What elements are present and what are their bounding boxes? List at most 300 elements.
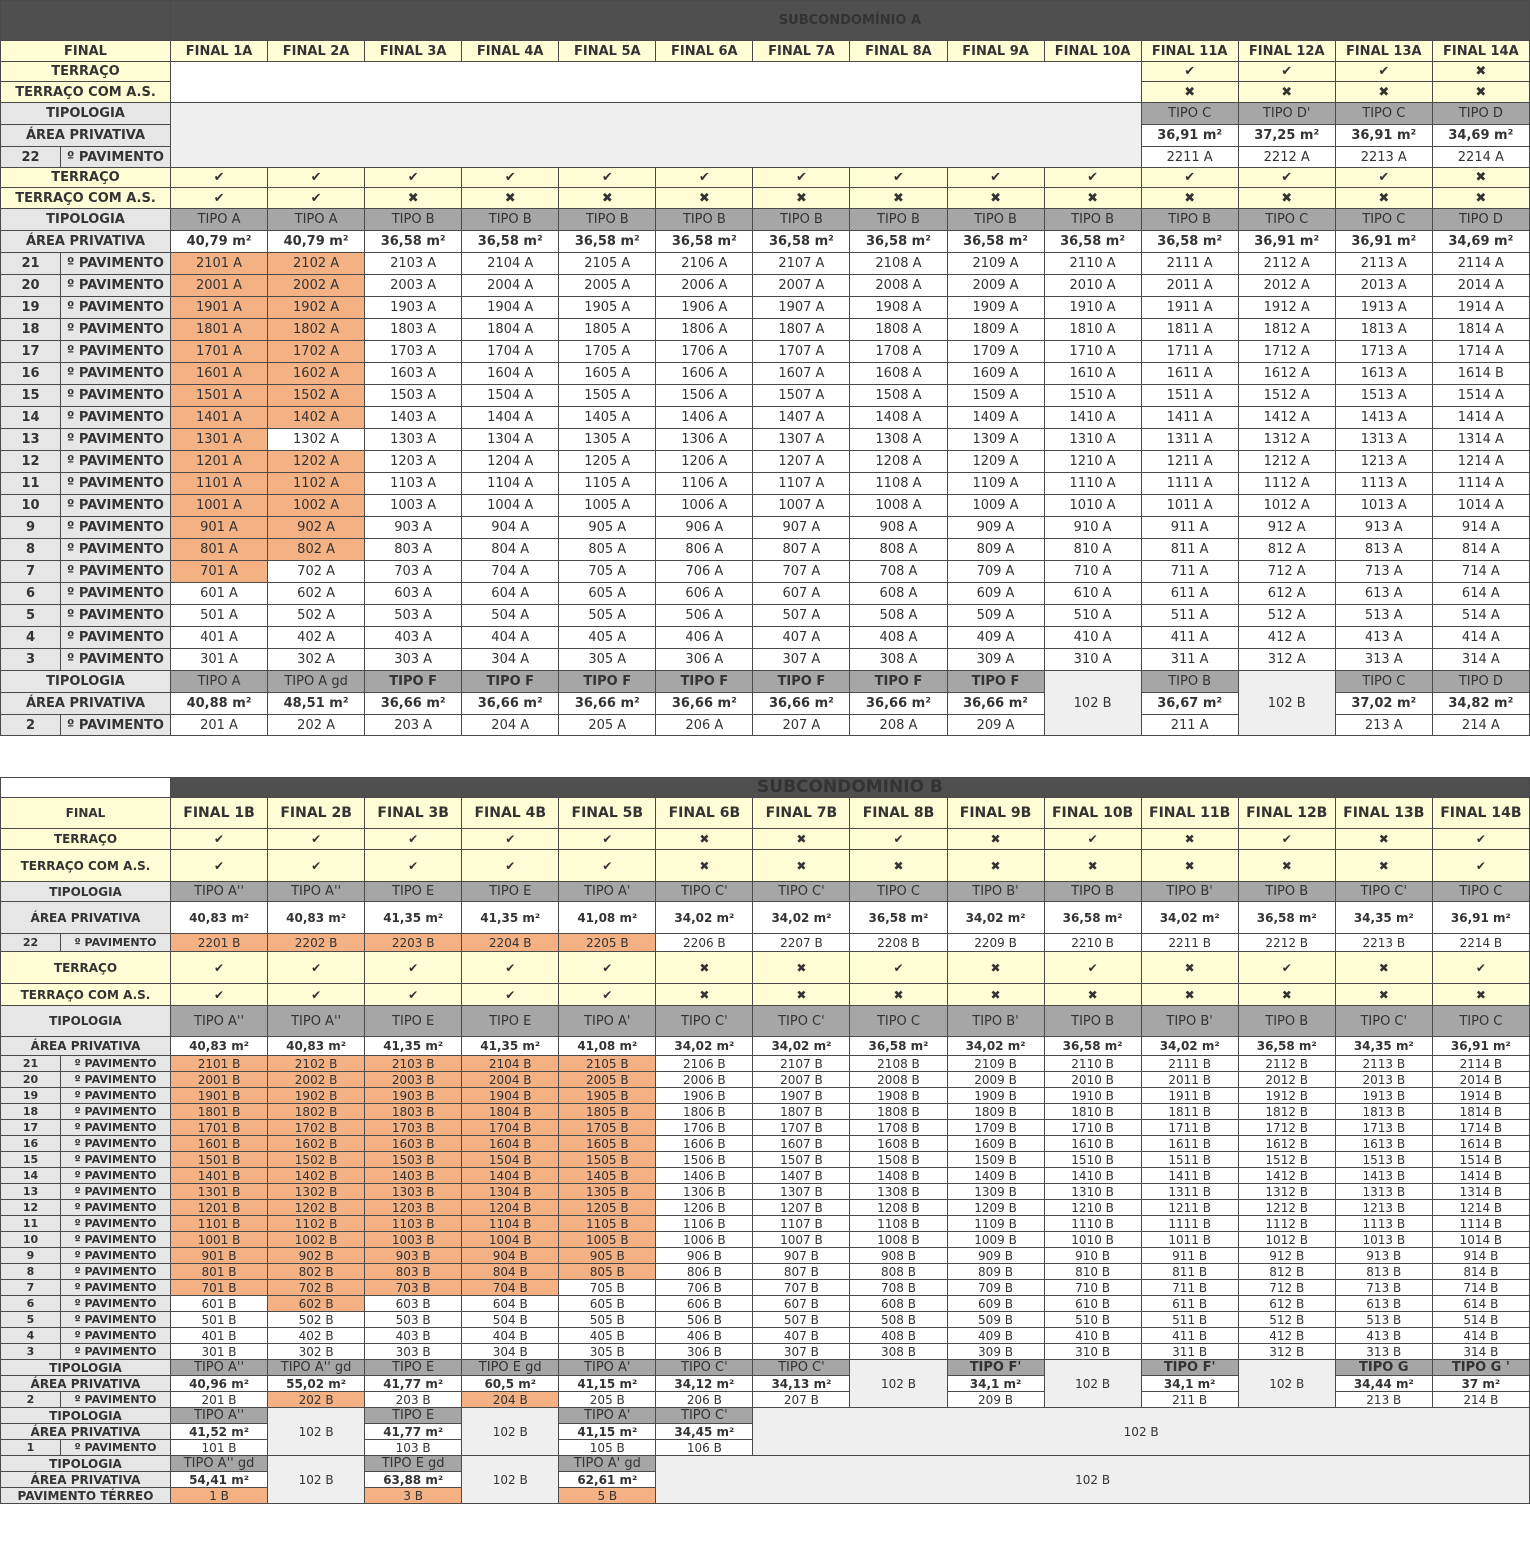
unit-cell[interactable]: 1414 B <box>1432 1168 1529 1184</box>
unit-cell[interactable]: 1614 B <box>1432 1136 1529 1152</box>
unit-cell[interactable]: 2107 B <box>753 1056 850 1072</box>
unit-cell[interactable]: 1114 B <box>1432 1216 1529 1232</box>
unit-cell[interactable]: 1903 B <box>365 1088 462 1104</box>
unit-cell[interactable]: 201 A <box>171 715 268 736</box>
unit-cell[interactable]: 1202 B <box>268 1200 365 1216</box>
unit-cell[interactable]: 1009 A <box>947 495 1044 517</box>
unit-cell[interactable]: 914 A <box>1432 517 1529 539</box>
unit-cell[interactable]: 2106 B <box>656 1056 753 1072</box>
unit-cell[interactable]: 204 B <box>462 1392 559 1408</box>
unit-cell[interactable]: 1503 A <box>365 385 462 407</box>
unit-cell[interactable]: 407 B <box>753 1328 850 1344</box>
unit-cell[interactable]: 2204 B <box>462 934 559 952</box>
unit-cell[interactable]: 1612 A <box>1238 363 1335 385</box>
unit-cell[interactable]: 1009 B <box>947 1232 1044 1248</box>
unit-cell[interactable]: 301 B <box>171 1344 268 1360</box>
unit-cell[interactable]: 1803 A <box>365 319 462 341</box>
unit-cell[interactable]: 1504 A <box>462 385 559 407</box>
unit-cell[interactable]: 1611 A <box>1141 363 1238 385</box>
unit-cell[interactable]: 213 B <box>1335 1392 1432 1408</box>
unit-cell[interactable]: 1109 A <box>947 473 1044 495</box>
unit-cell[interactable]: 501 B <box>171 1312 268 1328</box>
unit-cell[interactable]: 2014 B <box>1432 1072 1529 1088</box>
unit-cell[interactable]: 314 A <box>1432 649 1529 671</box>
unit-cell[interactable]: 710 B <box>1044 1280 1141 1296</box>
unit-cell[interactable]: 1008 A <box>850 495 947 517</box>
unit-cell[interactable]: 2109 B <box>947 1056 1044 1072</box>
unit-cell[interactable]: 805 A <box>559 539 656 561</box>
unit-cell[interactable]: 1108 A <box>850 473 947 495</box>
unit-cell[interactable]: 1905 B <box>559 1088 656 1104</box>
unit-cell[interactable]: 1510 A <box>1044 385 1141 407</box>
unit-cell[interactable]: 1201 B <box>171 1200 268 1216</box>
unit-cell[interactable]: 604 B <box>462 1296 559 1312</box>
unit-cell[interactable]: 912 A <box>1238 517 1335 539</box>
unit-cell[interactable]: 707 B <box>753 1280 850 1296</box>
unit-cell[interactable]: 412 A <box>1238 627 1335 649</box>
unit-cell[interactable]: 1702 A <box>268 341 365 363</box>
unit-cell[interactable]: 513 A <box>1335 605 1432 627</box>
unit-cell[interactable]: 1311 B <box>1141 1184 1238 1200</box>
unit-cell[interactable]: 603 B <box>365 1296 462 1312</box>
unit-cell[interactable]: 1112 B <box>1238 1216 1335 1232</box>
unit-cell[interactable]: 1003 A <box>365 495 462 517</box>
unit-cell[interactable]: 1605 B <box>559 1136 656 1152</box>
unit-cell[interactable]: 1804 B <box>462 1104 559 1120</box>
unit-cell[interactable]: 609 A <box>947 583 1044 605</box>
unit-cell[interactable]: 1310 A <box>1044 429 1141 451</box>
unit-cell[interactable]: 2111 B <box>1141 1056 1238 1072</box>
unit-cell[interactable]: 1014 A <box>1432 495 1529 517</box>
unit-cell[interactable]: 1110 B <box>1044 1216 1141 1232</box>
unit-cell[interactable]: 1511 B <box>1141 1152 1238 1168</box>
unit-cell[interactable]: 1704 B <box>462 1120 559 1136</box>
unit-cell[interactable]: 1506 B <box>656 1152 753 1168</box>
unit-cell[interactable]: 1302 A <box>268 429 365 451</box>
unit-cell[interactable]: 1004 A <box>462 495 559 517</box>
unit-cell[interactable]: 1301 B <box>171 1184 268 1200</box>
unit-cell[interactable]: 608 A <box>850 583 947 605</box>
unit-cell[interactable]: 1914 A <box>1432 297 1529 319</box>
unit-cell[interactable]: 814 B <box>1432 1264 1529 1280</box>
unit-cell[interactable]: 1103 B <box>365 1216 462 1232</box>
unit-cell[interactable]: 1013 A <box>1335 495 1432 517</box>
unit-cell[interactable]: 1712 A <box>1238 341 1335 363</box>
unit-cell[interactable]: 2113 B <box>1335 1056 1432 1072</box>
unit-cell[interactable]: 708 B <box>850 1280 947 1296</box>
unit-cell[interactable]: 1401 B <box>171 1168 268 1184</box>
unit-cell[interactable]: 2009 B <box>947 1072 1044 1088</box>
unit-cell[interactable]: 509 A <box>947 605 1044 627</box>
unit-cell[interactable]: 1806 A <box>656 319 753 341</box>
unit-cell[interactable]: 1108 B <box>850 1216 947 1232</box>
unit-cell[interactable]: 1313 A <box>1335 429 1432 451</box>
unit-cell[interactable]: 1512 B <box>1238 1152 1335 1168</box>
unit-cell[interactable]: 1103 A <box>365 473 462 495</box>
unit-cell[interactable]: 2108 A <box>850 253 947 275</box>
unit-cell[interactable]: 1106 A <box>656 473 753 495</box>
unit-cell[interactable]: 1713 B <box>1335 1120 1432 1136</box>
unit-cell[interactable]: 214 A <box>1432 715 1529 736</box>
unit-cell[interactable]: 1314 B <box>1432 1184 1529 1200</box>
unit-cell[interactable]: 1907 A <box>753 297 850 319</box>
unit-cell[interactable]: 1202 A <box>268 451 365 473</box>
unit-cell[interactable]: 1901 A <box>171 297 268 319</box>
unit-cell[interactable]: 908 A <box>850 517 947 539</box>
unit-cell[interactable]: 1314 A <box>1432 429 1529 451</box>
unit-cell[interactable]: 1610 B <box>1044 1136 1141 1152</box>
unit-cell[interactable]: 1713 A <box>1335 341 1432 363</box>
unit-cell[interactable]: 404 A <box>462 627 559 649</box>
unit-cell[interactable]: 510 A <box>1044 605 1141 627</box>
unit-cell[interactable]: 605 B <box>559 1296 656 1312</box>
unit-cell[interactable]: 2113 A <box>1335 253 1432 275</box>
unit-cell[interactable]: 1204 B <box>462 1200 559 1216</box>
unit-cell[interactable]: 2003 A <box>365 275 462 297</box>
unit-cell[interactable]: 511 B <box>1141 1312 1238 1328</box>
unit-cell[interactable]: 1211 A <box>1141 451 1238 473</box>
unit-cell[interactable]: 512 B <box>1238 1312 1335 1328</box>
unit-cell[interactable]: 613 B <box>1335 1296 1432 1312</box>
unit-cell[interactable]: 1709 A <box>947 341 1044 363</box>
unit-cell[interactable]: 1710 A <box>1044 341 1141 363</box>
unit-cell[interactable]: 612 B <box>1238 1296 1335 1312</box>
unit-cell[interactable]: 703 A <box>365 561 462 583</box>
unit-cell[interactable]: 1810 A <box>1044 319 1141 341</box>
unit-cell[interactable]: 410 B <box>1044 1328 1141 1344</box>
unit-cell[interactable]: 204 A <box>462 715 559 736</box>
unit-cell[interactable]: 1308 B <box>850 1184 947 1200</box>
unit-cell[interactable]: 207 B <box>753 1392 850 1408</box>
unit-cell[interactable]: 1714 A <box>1432 341 1529 363</box>
unit-cell[interactable]: 606 A <box>656 583 753 605</box>
unit-cell[interactable]: 911 A <box>1141 517 1238 539</box>
unit-cell[interactable]: 1207 A <box>753 451 850 473</box>
unit-cell[interactable]: 2010 A <box>1044 275 1141 297</box>
unit-cell[interactable]: 911 B <box>1141 1248 1238 1264</box>
unit-cell[interactable]: 811 A <box>1141 539 1238 561</box>
unit-cell[interactable]: 1213 B <box>1335 1200 1432 1216</box>
unit-cell[interactable]: 913 A <box>1335 517 1432 539</box>
unit-cell[interactable]: 702 A <box>268 561 365 583</box>
unit-cell[interactable]: 1707 B <box>753 1120 850 1136</box>
unit-cell[interactable]: 1 B <box>171 1488 268 1504</box>
unit-cell[interactable]: 1002 A <box>268 495 365 517</box>
unit-cell[interactable]: 2010 B <box>1044 1072 1141 1088</box>
unit-cell[interactable]: 1805 A <box>559 319 656 341</box>
unit-cell[interactable]: 1114 A <box>1432 473 1529 495</box>
unit-cell[interactable]: 2012 B <box>1238 1072 1335 1088</box>
unit-cell[interactable]: 1512 A <box>1238 385 1335 407</box>
unit-cell[interactable]: 404 B <box>462 1328 559 1344</box>
unit-cell[interactable]: 803 A <box>365 539 462 561</box>
unit-cell[interactable]: 901 A <box>171 517 268 539</box>
unit-cell[interactable]: 1310 B <box>1044 1184 1141 1200</box>
unit-cell[interactable]: 714 B <box>1432 1280 1529 1296</box>
unit-cell[interactable]: 1705 B <box>559 1120 656 1136</box>
unit-cell[interactable]: 2213 A <box>1335 147 1432 168</box>
unit-cell[interactable]: 507 A <box>753 605 850 627</box>
unit-cell[interactable]: 1010 B <box>1044 1232 1141 1248</box>
unit-cell[interactable]: 2109 A <box>947 253 1044 275</box>
unit-cell[interactable]: 1609 A <box>947 363 1044 385</box>
unit-cell[interactable]: 1111 A <box>1141 473 1238 495</box>
unit-cell[interactable]: 2013 B <box>1335 1072 1432 1088</box>
unit-cell[interactable]: 1906 B <box>656 1088 753 1104</box>
unit-cell[interactable]: 802 B <box>268 1264 365 1280</box>
unit-cell[interactable]: 1706 B <box>656 1120 753 1136</box>
unit-cell[interactable]: 1003 B <box>365 1232 462 1248</box>
unit-cell[interactable]: 2003 B <box>365 1072 462 1088</box>
unit-cell[interactable]: 1404 B <box>462 1168 559 1184</box>
unit-cell[interactable]: 2012 A <box>1238 275 1335 297</box>
unit-cell[interactable]: 202 A <box>268 715 365 736</box>
unit-cell[interactable]: 1814 A <box>1432 319 1529 341</box>
unit-cell[interactable]: 1708 B <box>850 1120 947 1136</box>
unit-cell[interactable]: 506 A <box>656 605 753 627</box>
unit-cell[interactable]: 1506 A <box>656 385 753 407</box>
unit-cell[interactable]: 1807 B <box>753 1104 850 1120</box>
unit-cell[interactable]: 2008 B <box>850 1072 947 1088</box>
unit-cell[interactable]: 1012 A <box>1238 495 1335 517</box>
unit-cell[interactable]: 1707 A <box>753 341 850 363</box>
unit-cell[interactable]: 1606 A <box>656 363 753 385</box>
unit-cell[interactable]: 2013 A <box>1335 275 1432 297</box>
unit-cell[interactable]: 406 A <box>656 627 753 649</box>
unit-cell[interactable]: 1809 B <box>947 1104 1044 1120</box>
unit-cell[interactable]: 1306 B <box>656 1184 753 1200</box>
unit-cell[interactable]: 2014 A <box>1432 275 1529 297</box>
unit-cell[interactable]: 1913 A <box>1335 297 1432 319</box>
unit-cell[interactable]: 209 A <box>947 715 1044 736</box>
unit-cell[interactable]: 804 A <box>462 539 559 561</box>
unit-cell[interactable]: 2203 B <box>365 934 462 952</box>
unit-cell[interactable]: 414 A <box>1432 627 1529 649</box>
unit-cell[interactable]: 711 B <box>1141 1280 1238 1296</box>
unit-cell[interactable]: 209 B <box>947 1392 1044 1408</box>
unit-cell[interactable]: 1210 A <box>1044 451 1141 473</box>
unit-cell[interactable]: 1113 B <box>1335 1216 1432 1232</box>
unit-cell[interactable]: 511 A <box>1141 605 1238 627</box>
unit-cell[interactable]: 2011 B <box>1141 1072 1238 1088</box>
unit-cell[interactable]: 811 B <box>1141 1264 1238 1280</box>
unit-cell[interactable]: 1507 B <box>753 1152 850 1168</box>
unit-cell[interactable]: 505 A <box>559 605 656 627</box>
unit-cell[interactable]: 201 B <box>171 1392 268 1408</box>
unit-cell[interactable]: 602 B <box>268 1296 365 1312</box>
unit-cell[interactable]: 1101 A <box>171 473 268 495</box>
unit-cell[interactable]: 1006 A <box>656 495 753 517</box>
unit-cell[interactable]: 309 B <box>947 1344 1044 1360</box>
unit-cell[interactable]: 308 B <box>850 1344 947 1360</box>
unit-cell[interactable]: 2104 B <box>462 1056 559 1072</box>
unit-cell[interactable]: 2001 B <box>171 1072 268 1088</box>
unit-cell[interactable]: 5 B <box>559 1488 656 1504</box>
unit-cell[interactable]: 2205 B <box>559 934 656 952</box>
unit-cell[interactable]: 1002 B <box>268 1232 365 1248</box>
unit-cell[interactable]: 205 B <box>559 1392 656 1408</box>
unit-cell[interactable]: 305 A <box>559 649 656 671</box>
unit-cell[interactable]: 1812 A <box>1238 319 1335 341</box>
unit-cell[interactable]: 508 A <box>850 605 947 627</box>
unit-cell[interactable]: 1101 B <box>171 1216 268 1232</box>
unit-cell[interactable]: 1811 A <box>1141 319 1238 341</box>
unit-cell[interactable]: 501 A <box>171 605 268 627</box>
unit-cell[interactable]: 1606 B <box>656 1136 753 1152</box>
unit-cell[interactable]: 2214 A <box>1432 147 1529 168</box>
unit-cell[interactable]: 707 A <box>753 561 850 583</box>
unit-cell[interactable]: 211 B <box>1141 1392 1238 1408</box>
unit-cell[interactable]: 1301 A <box>171 429 268 451</box>
unit-cell[interactable]: 914 B <box>1432 1248 1529 1264</box>
unit-cell[interactable]: 502 B <box>268 1312 365 1328</box>
unit-cell[interactable]: 902 A <box>268 517 365 539</box>
unit-cell[interactable]: 402 A <box>268 627 365 649</box>
unit-cell[interactable]: 1501 A <box>171 385 268 407</box>
unit-cell[interactable]: 809 A <box>947 539 1044 561</box>
unit-cell[interactable]: 1304 A <box>462 429 559 451</box>
unit-cell[interactable]: 2007 A <box>753 275 850 297</box>
unit-cell[interactable]: 1712 B <box>1238 1120 1335 1136</box>
unit-cell[interactable]: 2103 B <box>365 1056 462 1072</box>
unit-cell[interactable]: 1609 B <box>947 1136 1044 1152</box>
unit-cell[interactable]: 503 A <box>365 605 462 627</box>
unit-cell[interactable]: 1508 A <box>850 385 947 407</box>
unit-cell[interactable]: 514 A <box>1432 605 1529 627</box>
unit-cell[interactable]: 701 A <box>171 561 268 583</box>
unit-cell[interactable]: 1701 B <box>171 1120 268 1136</box>
unit-cell[interactable]: 611 B <box>1141 1296 1238 1312</box>
unit-cell[interactable]: 905 A <box>559 517 656 539</box>
unit-cell[interactable]: 1405 A <box>559 407 656 429</box>
unit-cell[interactable]: 307 A <box>753 649 850 671</box>
unit-cell[interactable]: 205 A <box>559 715 656 736</box>
unit-cell[interactable]: 412 B <box>1238 1328 1335 1344</box>
unit-cell[interactable]: 1309 B <box>947 1184 1044 1200</box>
unit-cell[interactable]: 1714 B <box>1432 1120 1529 1136</box>
unit-cell[interactable]: 706 B <box>656 1280 753 1296</box>
unit-cell[interactable]: 311 A <box>1141 649 1238 671</box>
unit-cell[interactable]: 614 A <box>1432 583 1529 605</box>
unit-cell[interactable]: 1205 B <box>559 1200 656 1216</box>
unit-cell[interactable]: 802 A <box>268 539 365 561</box>
unit-cell[interactable]: 1001 B <box>171 1232 268 1248</box>
unit-cell[interactable]: 1011 A <box>1141 495 1238 517</box>
unit-cell[interactable]: 602 A <box>268 583 365 605</box>
unit-cell[interactable]: 1304 B <box>462 1184 559 1200</box>
unit-cell[interactable]: 1413 B <box>1335 1168 1432 1184</box>
unit-cell[interactable]: 406 B <box>656 1328 753 1344</box>
unit-cell[interactable]: 712 A <box>1238 561 1335 583</box>
unit-cell[interactable]: 1105 A <box>559 473 656 495</box>
unit-cell[interactable]: 1608 A <box>850 363 947 385</box>
unit-cell[interactable]: 1602 A <box>268 363 365 385</box>
unit-cell[interactable]: 2112 B <box>1238 1056 1335 1072</box>
unit-cell[interactable]: 2201 B <box>171 934 268 952</box>
unit-cell[interactable]: 411 B <box>1141 1328 1238 1344</box>
unit-cell[interactable]: 1802 B <box>268 1104 365 1120</box>
unit-cell[interactable]: 611 A <box>1141 583 1238 605</box>
unit-cell[interactable]: 2214 B <box>1432 934 1529 952</box>
unit-cell[interactable]: 804 B <box>462 1264 559 1280</box>
unit-cell[interactable]: 2108 B <box>850 1056 947 1072</box>
unit-cell[interactable]: 1905 A <box>559 297 656 319</box>
unit-cell[interactable]: 801 A <box>171 539 268 561</box>
unit-cell[interactable]: 1211 B <box>1141 1200 1238 1216</box>
unit-cell[interactable]: 1805 B <box>559 1104 656 1120</box>
unit-cell[interactable]: 1203 B <box>365 1200 462 1216</box>
unit-cell[interactable]: 1912 B <box>1238 1088 1335 1104</box>
unit-cell[interactable]: 1812 B <box>1238 1104 1335 1120</box>
unit-cell[interactable]: 206 B <box>656 1392 753 1408</box>
unit-cell[interactable]: 1908 A <box>850 297 947 319</box>
unit-cell[interactable]: 306 A <box>656 649 753 671</box>
unit-cell[interactable]: 1209 B <box>947 1200 1044 1216</box>
unit-cell[interactable]: 2209 B <box>947 934 1044 952</box>
unit-cell[interactable]: 2110 A <box>1044 253 1141 275</box>
unit-cell[interactable]: 1811 B <box>1141 1104 1238 1120</box>
unit-cell[interactable]: 1914 B <box>1432 1088 1529 1104</box>
unit-cell[interactable]: 304 A <box>462 649 559 671</box>
unit-cell[interactable]: 1410 A <box>1044 407 1141 429</box>
unit-cell[interactable]: 1105 B <box>559 1216 656 1232</box>
unit-cell[interactable]: 401 A <box>171 627 268 649</box>
unit-cell[interactable]: 908 B <box>850 1248 947 1264</box>
unit-cell[interactable]: 609 B <box>947 1296 1044 1312</box>
unit-cell[interactable]: 1412 A <box>1238 407 1335 429</box>
unit-cell[interactable]: 314 B <box>1432 1344 1529 1360</box>
unit-cell[interactable]: 1703 B <box>365 1120 462 1136</box>
unit-cell[interactable]: 607 B <box>753 1296 850 1312</box>
unit-cell[interactable]: 1309 A <box>947 429 1044 451</box>
unit-cell[interactable]: 808 A <box>850 539 947 561</box>
unit-cell[interactable]: 401 B <box>171 1328 268 1344</box>
unit-cell[interactable]: 1708 A <box>850 341 947 363</box>
unit-cell[interactable]: 1413 A <box>1335 407 1432 429</box>
unit-cell[interactable]: 2011 A <box>1141 275 1238 297</box>
unit-cell[interactable]: 1305 B <box>559 1184 656 1200</box>
unit-cell[interactable]: 810 A <box>1044 539 1141 561</box>
unit-cell[interactable]: 1910 A <box>1044 297 1141 319</box>
unit-cell[interactable]: 1806 B <box>656 1104 753 1120</box>
unit-cell[interactable]: 1110 A <box>1044 473 1141 495</box>
unit-cell[interactable]: 1607 B <box>753 1136 850 1152</box>
unit-cell[interactable]: 302 B <box>268 1344 365 1360</box>
unit-cell[interactable]: 907 A <box>753 517 850 539</box>
unit-cell[interactable]: 708 A <box>850 561 947 583</box>
unit-cell[interactable]: 1810 B <box>1044 1104 1141 1120</box>
unit-cell[interactable]: 907 B <box>753 1248 850 1264</box>
unit-cell[interactable]: 705 A <box>559 561 656 583</box>
unit-cell[interactable]: 1602 B <box>268 1136 365 1152</box>
unit-cell[interactable]: 414 B <box>1432 1328 1529 1344</box>
unit-cell[interactable]: 903 B <box>365 1248 462 1264</box>
unit-cell[interactable]: 2102 B <box>268 1056 365 1072</box>
unit-cell[interactable]: 1311 A <box>1141 429 1238 451</box>
unit-cell[interactable]: 101 B <box>171 1440 268 1456</box>
unit-cell[interactable]: 906 A <box>656 517 753 539</box>
unit-cell[interactable]: 2006 B <box>656 1072 753 1088</box>
unit-cell[interactable]: 307 B <box>753 1344 850 1360</box>
unit-cell[interactable]: 2005 A <box>559 275 656 297</box>
unit-cell[interactable]: 1611 B <box>1141 1136 1238 1152</box>
unit-cell[interactable]: 313 B <box>1335 1344 1432 1360</box>
unit-cell[interactable]: 1711 A <box>1141 341 1238 363</box>
unit-cell[interactable]: 2009 A <box>947 275 1044 297</box>
unit-cell[interactable]: 1102 B <box>268 1216 365 1232</box>
unit-cell[interactable]: 614 B <box>1432 1296 1529 1312</box>
unit-cell[interactable]: 910 A <box>1044 517 1141 539</box>
